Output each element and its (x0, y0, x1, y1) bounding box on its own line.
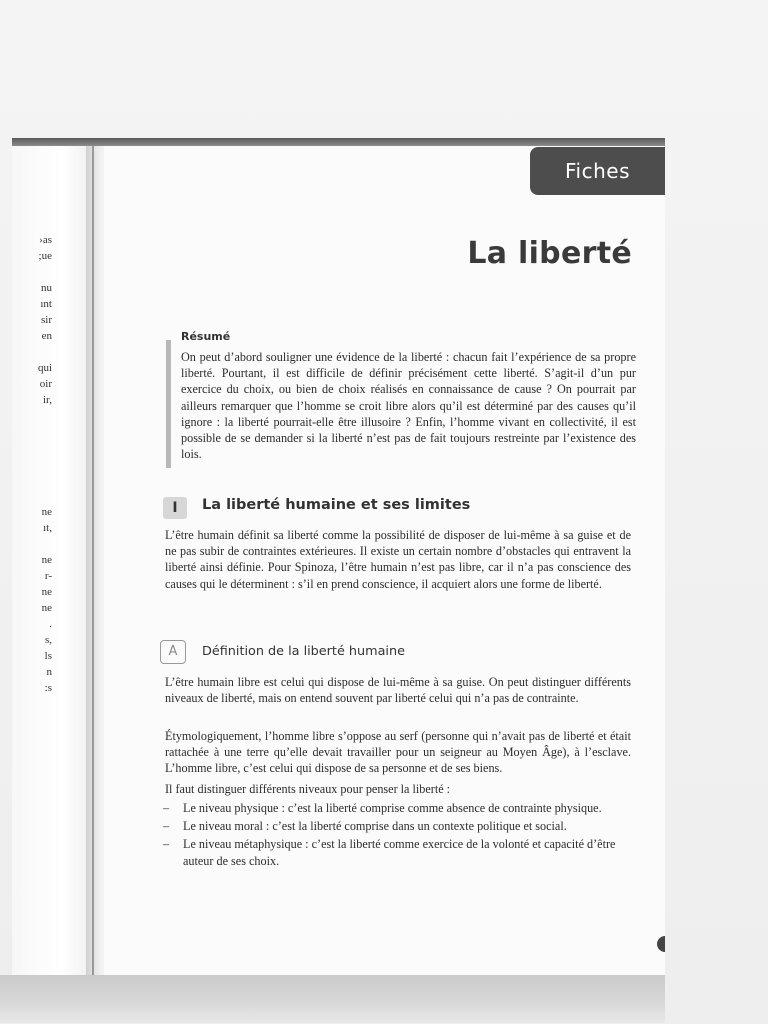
resume-side-bar (166, 340, 171, 468)
subsection-title: Définition de la liberté humaine (202, 644, 405, 659)
gutter-shadow-line (92, 146, 94, 976)
levels-intro: Il faut distinguer différents niveaux pour penser la liberté : (165, 782, 451, 796)
section-title: La liberté humaine et ses limites (202, 497, 471, 513)
definition-paragraph: L’être humain libre est celui qui dispose de lui-même à sa guise. On peut distinguer différents niveaux de liberté, mais on entend souvent par liberté celui qui n’a pas de contrainte. (165, 675, 631, 706)
section-number-badge: I (163, 497, 187, 519)
resume-heading: Résumé (181, 330, 231, 343)
levels-list (163, 800, 633, 871)
list-item-text: Le niveau métaphysique : c’est la liberté comme exercice de la volonté et capacité d’être auteur de ses choix. (183, 837, 616, 868)
left-page (12, 146, 96, 976)
book-top-edge (12, 138, 665, 146)
list-item-text: Le niveau physique : c’est la liberté comprise comme absence de contrainte physique. (183, 801, 602, 815)
subsection-letter-badge: A (160, 640, 186, 664)
left-page-text-fragments: ›as ;ue nu ınt sir en qui oir ir, ne ıt, ne r- ne ne . s, ls n :s (37, 234, 52, 694)
section-heading-one (163, 495, 643, 521)
subsection-heading-a (160, 640, 640, 666)
list-dash: – (163, 819, 170, 834)
list-item (163, 818, 633, 834)
section-one-paragraph: L’être humain définit sa liberté comme la possibilité de disposer de lui-même à sa guise et de ne pas subir de contraintes extérieures. Il existe un certain nombre d’obstacles qui entravent la liberté ainsi définie. Pour Spinoza, l’être humain n’est pas libre, car il n’a pas conscience des causes qui le déterminent : s’il en prend conscience, il acquiert alors une forme de liberté. (165, 528, 631, 591)
resume-text: On peut d’abord souligner une évidence de la liberté : chacun fait l’expérience de sa propre liberté. Pourtant, il est difficile de définir précisément cette liberté. S’agit-il d’un pur exercice du choix, ou bien de choix réalisés en connaissance de cause ? On pourrait par ailleurs remarquer que l’homme se croit libre alors qu’il est déterminé par des causes qu’il ignore : la liberté pourrait-elle être illusoire ? Enfin, l’homme vivant en collectivité, il est possible de se demander si la liberté n’est pas de fait toujours restreinte par l’existence des lois. (181, 350, 636, 462)
fiches-tab: Fiches (530, 147, 665, 195)
list-item (163, 800, 633, 816)
list-dash: – (163, 837, 170, 852)
list-item-text: Le niveau moral : c’est la liberté comprise dans un contexte politique et social. (183, 819, 567, 834)
etymology-paragraph: Étymologiquement, l’homme libre s’oppose au serf (personne qui n’avait pas de liberté et était rattachée à une terre qu’elle devait travailler pour un seigneur au Moyen Âge), à l’esclave. L’homme libre, c’est celui qui dispose de sa personne et de ses biens. (165, 729, 631, 776)
list-item (163, 836, 633, 868)
bottom-shadow-band (0, 975, 665, 1023)
list-dash: – (163, 801, 170, 815)
page-title: La liberté (467, 236, 632, 271)
